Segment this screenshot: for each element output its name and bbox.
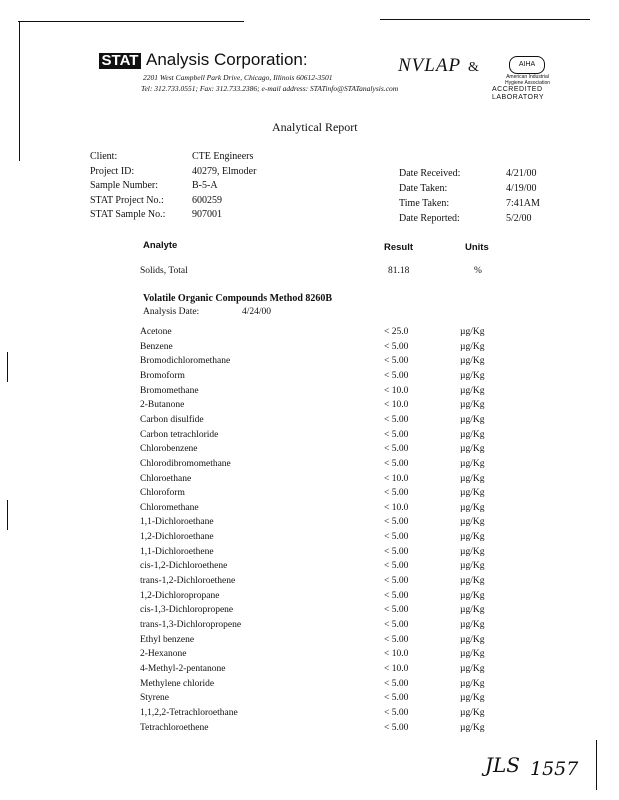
table-row [0, 386, 619, 400]
analyte-units: µg/Kg [460, 590, 485, 601]
aiha-subtitle: American Industrial Hygiene Association [504, 74, 551, 86]
company-name: Analysis Corporation: [146, 50, 308, 69]
table-row [0, 356, 619, 370]
analyte-result: < 5.00 [384, 488, 409, 499]
analyte-name: Styrene [140, 693, 170, 704]
project-id-label: Project ID: [90, 166, 135, 177]
right-margin-mark [596, 740, 597, 790]
analyte-units: µg/Kg [460, 327, 485, 337]
company-contact: Tel: 312.733.0551; Fax: 312.733.2386; e-mail address: STATinfo@STATanalysis.com [141, 84, 399, 93]
analyte-result: 81.18 [388, 266, 410, 276]
analyte-name: 1,1-Dichloroethene [140, 546, 214, 557]
date-received-label: Date Received: [399, 168, 461, 179]
analyte-units: µg/Kg [460, 414, 485, 425]
analysis-date-label: Analysis Date: [143, 307, 200, 317]
table-row [0, 605, 619, 619]
left-border [19, 21, 20, 161]
analyte-result: < 10.0 [384, 649, 409, 660]
table-row [0, 547, 619, 561]
solids-row [0, 266, 619, 280]
table-row [0, 415, 619, 429]
analyte-name: Chloroform [140, 488, 185, 499]
analyte-units: µg/Kg [460, 634, 485, 645]
analyte-name: Methylene chloride [140, 678, 215, 689]
time-taken-label: Time Taken: [399, 198, 450, 209]
analyte-result: < 5.00 [384, 590, 409, 601]
analyte-result: < 5.00 [384, 414, 409, 425]
table-row [0, 635, 619, 649]
table-row [0, 488, 619, 502]
analyte-name: 1,1,2,2-Tetrachloroethane [140, 707, 238, 718]
analyte-units: µg/Kg [460, 722, 485, 733]
analyte-units: µg/Kg [460, 356, 485, 367]
analyte-result: < 10.0 [384, 502, 409, 513]
table-row [0, 576, 619, 590]
analyte-result: < 5.00 [384, 620, 409, 630]
analyte-name: 2-Butanone [140, 400, 185, 411]
date-reported-value: 5/2/00 [506, 213, 532, 224]
analyte-units: µg/Kg [460, 444, 485, 455]
analyte-result: < 5.00 [384, 546, 409, 557]
analyte-name: Chlorobenzene [140, 444, 198, 455]
analyte-name: Carbon tetrachloride [140, 429, 219, 440]
analyte-units: µg/Kg [460, 605, 485, 616]
project-id-value: 40279, Elmoder [192, 166, 257, 177]
analyte-result: < 5.00 [384, 561, 409, 572]
analyte-name: Chloromethane [140, 502, 199, 513]
analyte-units: µg/Kg [460, 532, 485, 543]
analyte-units: µg/Kg [460, 546, 485, 557]
table-row [0, 503, 619, 517]
ampersand: & [468, 60, 479, 75]
analyte-units: µg/Kg [460, 458, 485, 469]
analyte-units: µg/Kg [460, 561, 485, 572]
column-header-units: Units [465, 242, 489, 253]
analyte-name: Bromoform [140, 370, 185, 381]
analyte-name: 1,2-Dichloroethane [140, 532, 214, 543]
analyte-name: Ethyl benzene [140, 634, 195, 645]
analyte-name: trans-1,2-Dichloroethene [140, 576, 236, 587]
table-row [0, 459, 619, 473]
analyte-result: < 5.00 [384, 458, 409, 469]
sample-number-value: B-5-A [192, 180, 218, 191]
table-row [0, 591, 619, 605]
table-row [0, 474, 619, 488]
analysis-date-value: 4/24/00 [242, 307, 272, 317]
report-title: Analytical Report [272, 120, 358, 134]
aiha-logo: AIHA [509, 56, 545, 74]
stat-project-label: STAT Project No.: [90, 195, 164, 206]
handwritten-initials: JLS [485, 753, 520, 777]
analyte-units: µg/Kg [460, 620, 485, 630]
analyte-name: 4-Methyl-2-pentanone [140, 663, 226, 674]
table-row [0, 517, 619, 531]
analyte-units: µg/Kg [460, 370, 485, 381]
accredited-label: ACCREDITED [492, 86, 543, 93]
date-reported-label: Date Reported: [399, 213, 460, 224]
time-taken-value: 7:41AM [506, 198, 540, 209]
table-row [0, 693, 619, 707]
analyte-name: cis-1,3-Dichloropropene [140, 605, 234, 616]
analyte-name: cis-1,2-Dichloroethene [140, 561, 228, 572]
analyte-name: Tetrachloroethene [140, 722, 209, 733]
analyte-name: Carbon disulfide [140, 414, 204, 425]
stat-logo: STAT [99, 53, 141, 69]
analyte-units: µg/Kg [460, 341, 485, 352]
table-row [0, 444, 619, 458]
table-row [0, 532, 619, 546]
analyte-units: µg/Kg [460, 517, 485, 528]
column-header-analyte: Analyte [143, 240, 178, 251]
analyte-result: < 5.00 [384, 429, 409, 440]
column-header-result: Result [384, 242, 414, 253]
table-row [0, 664, 619, 678]
analyte-result: < 5.00 [384, 370, 409, 381]
date-taken-label: Date Taken: [399, 183, 448, 194]
analyte-result: < 5.00 [384, 444, 409, 455]
analyte-units: µg/Kg [460, 649, 485, 660]
stat-sample-label: STAT Sample No.: [90, 209, 166, 220]
analyte-name: Bromomethane [140, 385, 199, 396]
stat-project-value: 600259 [192, 195, 222, 206]
analyte-units: µg/Kg [460, 707, 485, 718]
date-received-value: 4/21/00 [506, 168, 537, 179]
analyte-name: Chlorodibromomethane [140, 458, 231, 469]
voc-section-title: Volatile Organic Compounds Method 8260B [143, 293, 333, 304]
analyte-result: < 5.00 [384, 693, 409, 704]
nvlap-logo: NVLAP [398, 55, 462, 76]
analyte-units: µg/Kg [460, 502, 485, 513]
table-row [0, 620, 619, 634]
analyte-units: µg/Kg [460, 429, 485, 440]
sample-number-label: Sample Number: [90, 180, 159, 191]
client-value: CTE Engineers [192, 151, 254, 162]
analyte-units: % [474, 266, 482, 276]
analyte-name: trans-1,3-Dichloropropene [140, 620, 242, 630]
analyte-result: < 5.00 [384, 678, 409, 689]
analyte-result: < 25.0 [384, 327, 409, 337]
analyte-units: µg/Kg [460, 576, 485, 587]
table-row [0, 342, 619, 356]
table-row [0, 371, 619, 385]
laboratory-label: LABORATORY [492, 94, 545, 101]
analyte-units: µg/Kg [460, 385, 485, 396]
table-row [0, 430, 619, 444]
analyte-units: µg/Kg [460, 488, 485, 499]
analyte-units: µg/Kg [460, 663, 485, 674]
analyte-name: Solids, Total [140, 266, 188, 276]
analyte-result: < 5.00 [384, 517, 409, 528]
analyte-result: < 5.00 [384, 605, 409, 616]
table-row [0, 679, 619, 693]
top-border-right [380, 19, 590, 20]
company-address: 2201 West Campbell Park Drive, Chicago, Illinois 60612-3501 [143, 73, 333, 82]
table-row [0, 561, 619, 575]
analyte-result: < 10.0 [384, 663, 409, 674]
table-row [0, 327, 619, 341]
table-row [0, 708, 619, 722]
table-row [0, 723, 619, 737]
top-border-left [18, 21, 244, 22]
analyte-result: < 5.00 [384, 707, 409, 718]
analyte-result: < 5.00 [384, 356, 409, 367]
analyte-result: < 5.00 [384, 532, 409, 543]
analyte-result: < 5.00 [384, 634, 409, 645]
analyte-name: Acetone [140, 327, 172, 337]
analyte-result: < 5.00 [384, 722, 409, 733]
analyte-name: Chloroethane [140, 473, 192, 484]
client-label: Client: [90, 151, 118, 162]
stat-sample-value: 907001 [192, 209, 222, 220]
analyte-name: Bromodichloromethane [140, 356, 231, 367]
analyte-units: µg/Kg [460, 400, 485, 411]
analyte-name: Benzene [140, 341, 173, 352]
analyte-result: < 5.00 [384, 341, 409, 352]
analyte-units: µg/Kg [460, 473, 485, 484]
analyte-result: < 5.00 [384, 576, 409, 587]
date-taken-value: 4/19/00 [506, 183, 537, 194]
analyte-units: µg/Kg [460, 678, 485, 689]
analyte-name: 1,2-Dichloropropane [140, 590, 220, 601]
analyte-name: 1,1-Dichloroethane [140, 517, 214, 528]
analyte-result: < 10.0 [384, 385, 409, 396]
handwritten-page-number: 1557 [530, 758, 579, 780]
table-row [0, 649, 619, 663]
analyte-units: µg/Kg [460, 693, 485, 704]
analyte-name: 2-Hexanone [140, 649, 187, 660]
analyte-result: < 10.0 [384, 473, 409, 484]
table-row [0, 400, 619, 414]
analyte-result: < 10.0 [384, 400, 409, 411]
